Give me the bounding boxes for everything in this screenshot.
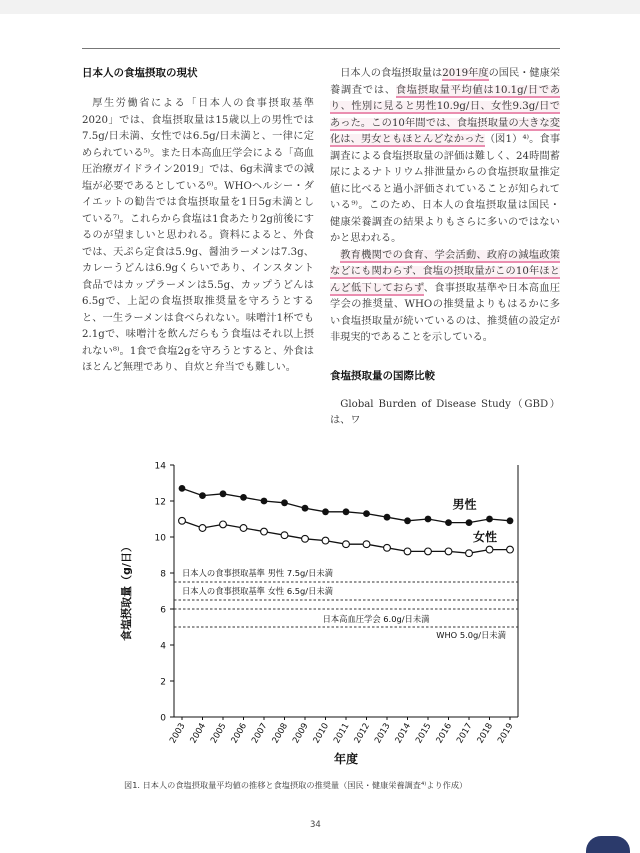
p1-text-a: 日本人の食塩摂取量は <box>340 68 443 79</box>
section-heading-current-status: 日本人の食塩摂取の現状 <box>82 67 198 79</box>
x-tick-label: 2005 <box>209 721 229 746</box>
data-point-female <box>261 528 268 535</box>
section-heading-international: 食塩摂取量の国際比較 <box>330 369 435 382</box>
p2-highlight-policy: 教育機関での食育、学会活動、政府の減塩政策などにも関わらず、食塩の摂取量がこの10年ほとんど低下しておらず <box>330 249 560 294</box>
p2-text-b: 、食事摂取基準や日本高血圧学会の推奨量、WHOの推奨量よりもはるかに多い食塩摂取量が続いているのは、推奨値の設定が非現実的であることを示している。 <box>330 282 561 343</box>
y-tick-label: 4 <box>160 641 166 652</box>
data-point-male <box>404 517 411 524</box>
reference-line-label: 日本人の食事摂取基準 女性 6.5g/日未満 <box>182 586 333 596</box>
data-point-male <box>302 505 309 512</box>
p1-text-c: （図1）⁴⁾。食事調査による食塩摂取量の評価は難しく、24時間蓄尿によるナトリウム排泄量からの食塩摂取量推定値に比べると過小評価されていることが知られている⁹⁾。このため、日本人の食塩摂取量は国民・健康栄養調査の結果よりもさらに多いのではないかと思われる。 <box>330 134 561 244</box>
right-paragraph-1 <box>330 66 560 248</box>
data-point-female <box>240 525 247 532</box>
data-point-female <box>507 546 514 553</box>
figure-caption: 図1. 日本人の食塩摂取量平均値の推移と食塩摂取の推奨量（国民・健康栄養調査⁴⁾より作成） <box>124 780 468 790</box>
data-point-female <box>445 548 452 555</box>
x-tick-label: 2003 <box>168 721 188 746</box>
data-point-male <box>486 516 493 523</box>
data-point-female <box>199 525 206 532</box>
x-tick-label: 2008 <box>270 721 291 746</box>
x-tick-label: 2010 <box>311 721 332 746</box>
y-tick-label: 0 <box>160 713 166 724</box>
data-point-male <box>179 485 186 492</box>
y-tick-label: 8 <box>160 569 166 580</box>
data-point-male <box>261 498 268 505</box>
series-label-male: 男性 <box>452 497 477 512</box>
data-point-female <box>425 548 432 555</box>
x-tick-label: 2012 <box>352 721 373 746</box>
y-tick-label: 10 <box>154 533 166 544</box>
header-rule <box>82 48 560 49</box>
data-point-male <box>466 519 473 526</box>
x-tick-label: 2007 <box>250 721 270 746</box>
data-point-female <box>343 541 350 548</box>
reference-line-label: 日本人の食事摂取基準 男性 7.5g/日未満 <box>182 568 333 578</box>
data-point-female <box>363 541 370 548</box>
data-point-male <box>199 492 206 499</box>
x-tick-label: 2009 <box>291 721 311 746</box>
data-point-male <box>281 499 288 506</box>
series-label-female: 女性 <box>473 530 498 545</box>
x-tick-label: 2013 <box>373 721 393 746</box>
x-tick-label: 2006 <box>229 721 250 746</box>
right-column <box>330 66 560 430</box>
p1-text-b: の国民・健康栄養調査では、 <box>330 68 561 96</box>
y-tick-label: 12 <box>154 497 166 508</box>
data-point-female <box>384 544 391 551</box>
x-tick-label: 2017 <box>455 721 475 746</box>
y-tick-label: 14 <box>154 461 166 472</box>
left-paragraph: 厚生労働省による「日本人の食事摂取基準2020」では、食塩摂取量は15歳以上の男性では7.5g/日未満、女性では6.5g/日未満と、一律に定められている⁵⁾。また日本高血圧学会による「高血圧治療ガイドライン2019」では、6g未満までの減塩が必要であるとしている⁶⁾。WHOヘルシー・ダイエットの勧告では食塩摂取量を1日5g未満としている⁷⁾。これらから食塩は1食あたり2g前後にするのが望ましいと思われる。資料によると、外食では、天ぷら定食は5.9g、醤油ラーメンは7.3g、カレーうどんは6.9gくらいであり、インスタント食品ではカップラーメンは5.5g、カップうどんは6.5gで、上記の食塩摂取推奨量を守ろうとすると、一生ラーメンは食べられない。味噌汁1杯でも2.1gで、味噌汁を飲んだらもう食塩はそれ以上摂れない⁸⁾。1食で食塩2gを守ろうとすると、外食はほとんど無理であり、自炊と弁当でも難しい。 <box>82 98 314 373</box>
x-tick-label: 2015 <box>414 721 434 746</box>
y-axis-title: 食塩摂取量（g/日） <box>120 541 133 641</box>
data-point-male <box>240 494 247 501</box>
data-point-female <box>281 532 288 539</box>
data-point-female <box>486 546 493 553</box>
right-paragraph-2 <box>330 248 560 347</box>
salt-intake-line-chart <box>118 455 530 770</box>
data-point-female <box>179 517 186 524</box>
data-point-female <box>302 535 309 542</box>
p1-highlight-average: 食塩摂取量平均値は10.1g/日であり、性別に見ると男性10.9g/日、女性9.3g/日であった。この10年間では、食塩摂取量の大きな変化は、男女ともほとんどなかった <box>330 84 561 145</box>
data-point-male <box>363 510 370 517</box>
data-point-female <box>466 550 473 557</box>
y-tick-label: 2 <box>160 677 166 688</box>
data-point-male <box>384 514 391 521</box>
p1-highlight-year: 2019年度 <box>442 68 489 79</box>
y-tick-label: 6 <box>160 605 166 616</box>
data-point-male <box>343 508 350 515</box>
x-tick-label: 2018 <box>475 721 496 746</box>
data-point-female <box>322 537 329 544</box>
reference-line-label: 日本高血圧学会 6.0g/日未満 <box>322 614 430 624</box>
data-point-male <box>322 508 329 515</box>
viewer-top-bar <box>0 0 640 14</box>
x-tick-label: 2014 <box>393 721 414 746</box>
data-point-female <box>404 548 411 555</box>
data-point-male <box>220 490 227 497</box>
x-tick-label: 2016 <box>434 721 455 746</box>
left-column <box>82 66 314 377</box>
series-line-female <box>182 521 510 553</box>
page-number: 34 <box>310 820 321 830</box>
data-point-male <box>425 516 432 523</box>
right-paragraph-3: Global Burden of Disease Study（GBD）は、ワ <box>330 398 560 426</box>
x-tick-label: 2019 <box>496 721 516 746</box>
x-axis-title: 年度 <box>333 752 359 766</box>
data-point-male <box>445 519 452 526</box>
viewer-nav-button[interactable] <box>586 836 630 853</box>
x-tick-label: 2011 <box>332 721 352 746</box>
data-point-female <box>220 521 227 528</box>
x-tick-label: 2004 <box>188 721 209 746</box>
figure-1-chart <box>118 455 530 770</box>
reference-line-label: WHO 5.0g/日未満 <box>436 630 506 640</box>
data-point-male <box>507 517 514 524</box>
